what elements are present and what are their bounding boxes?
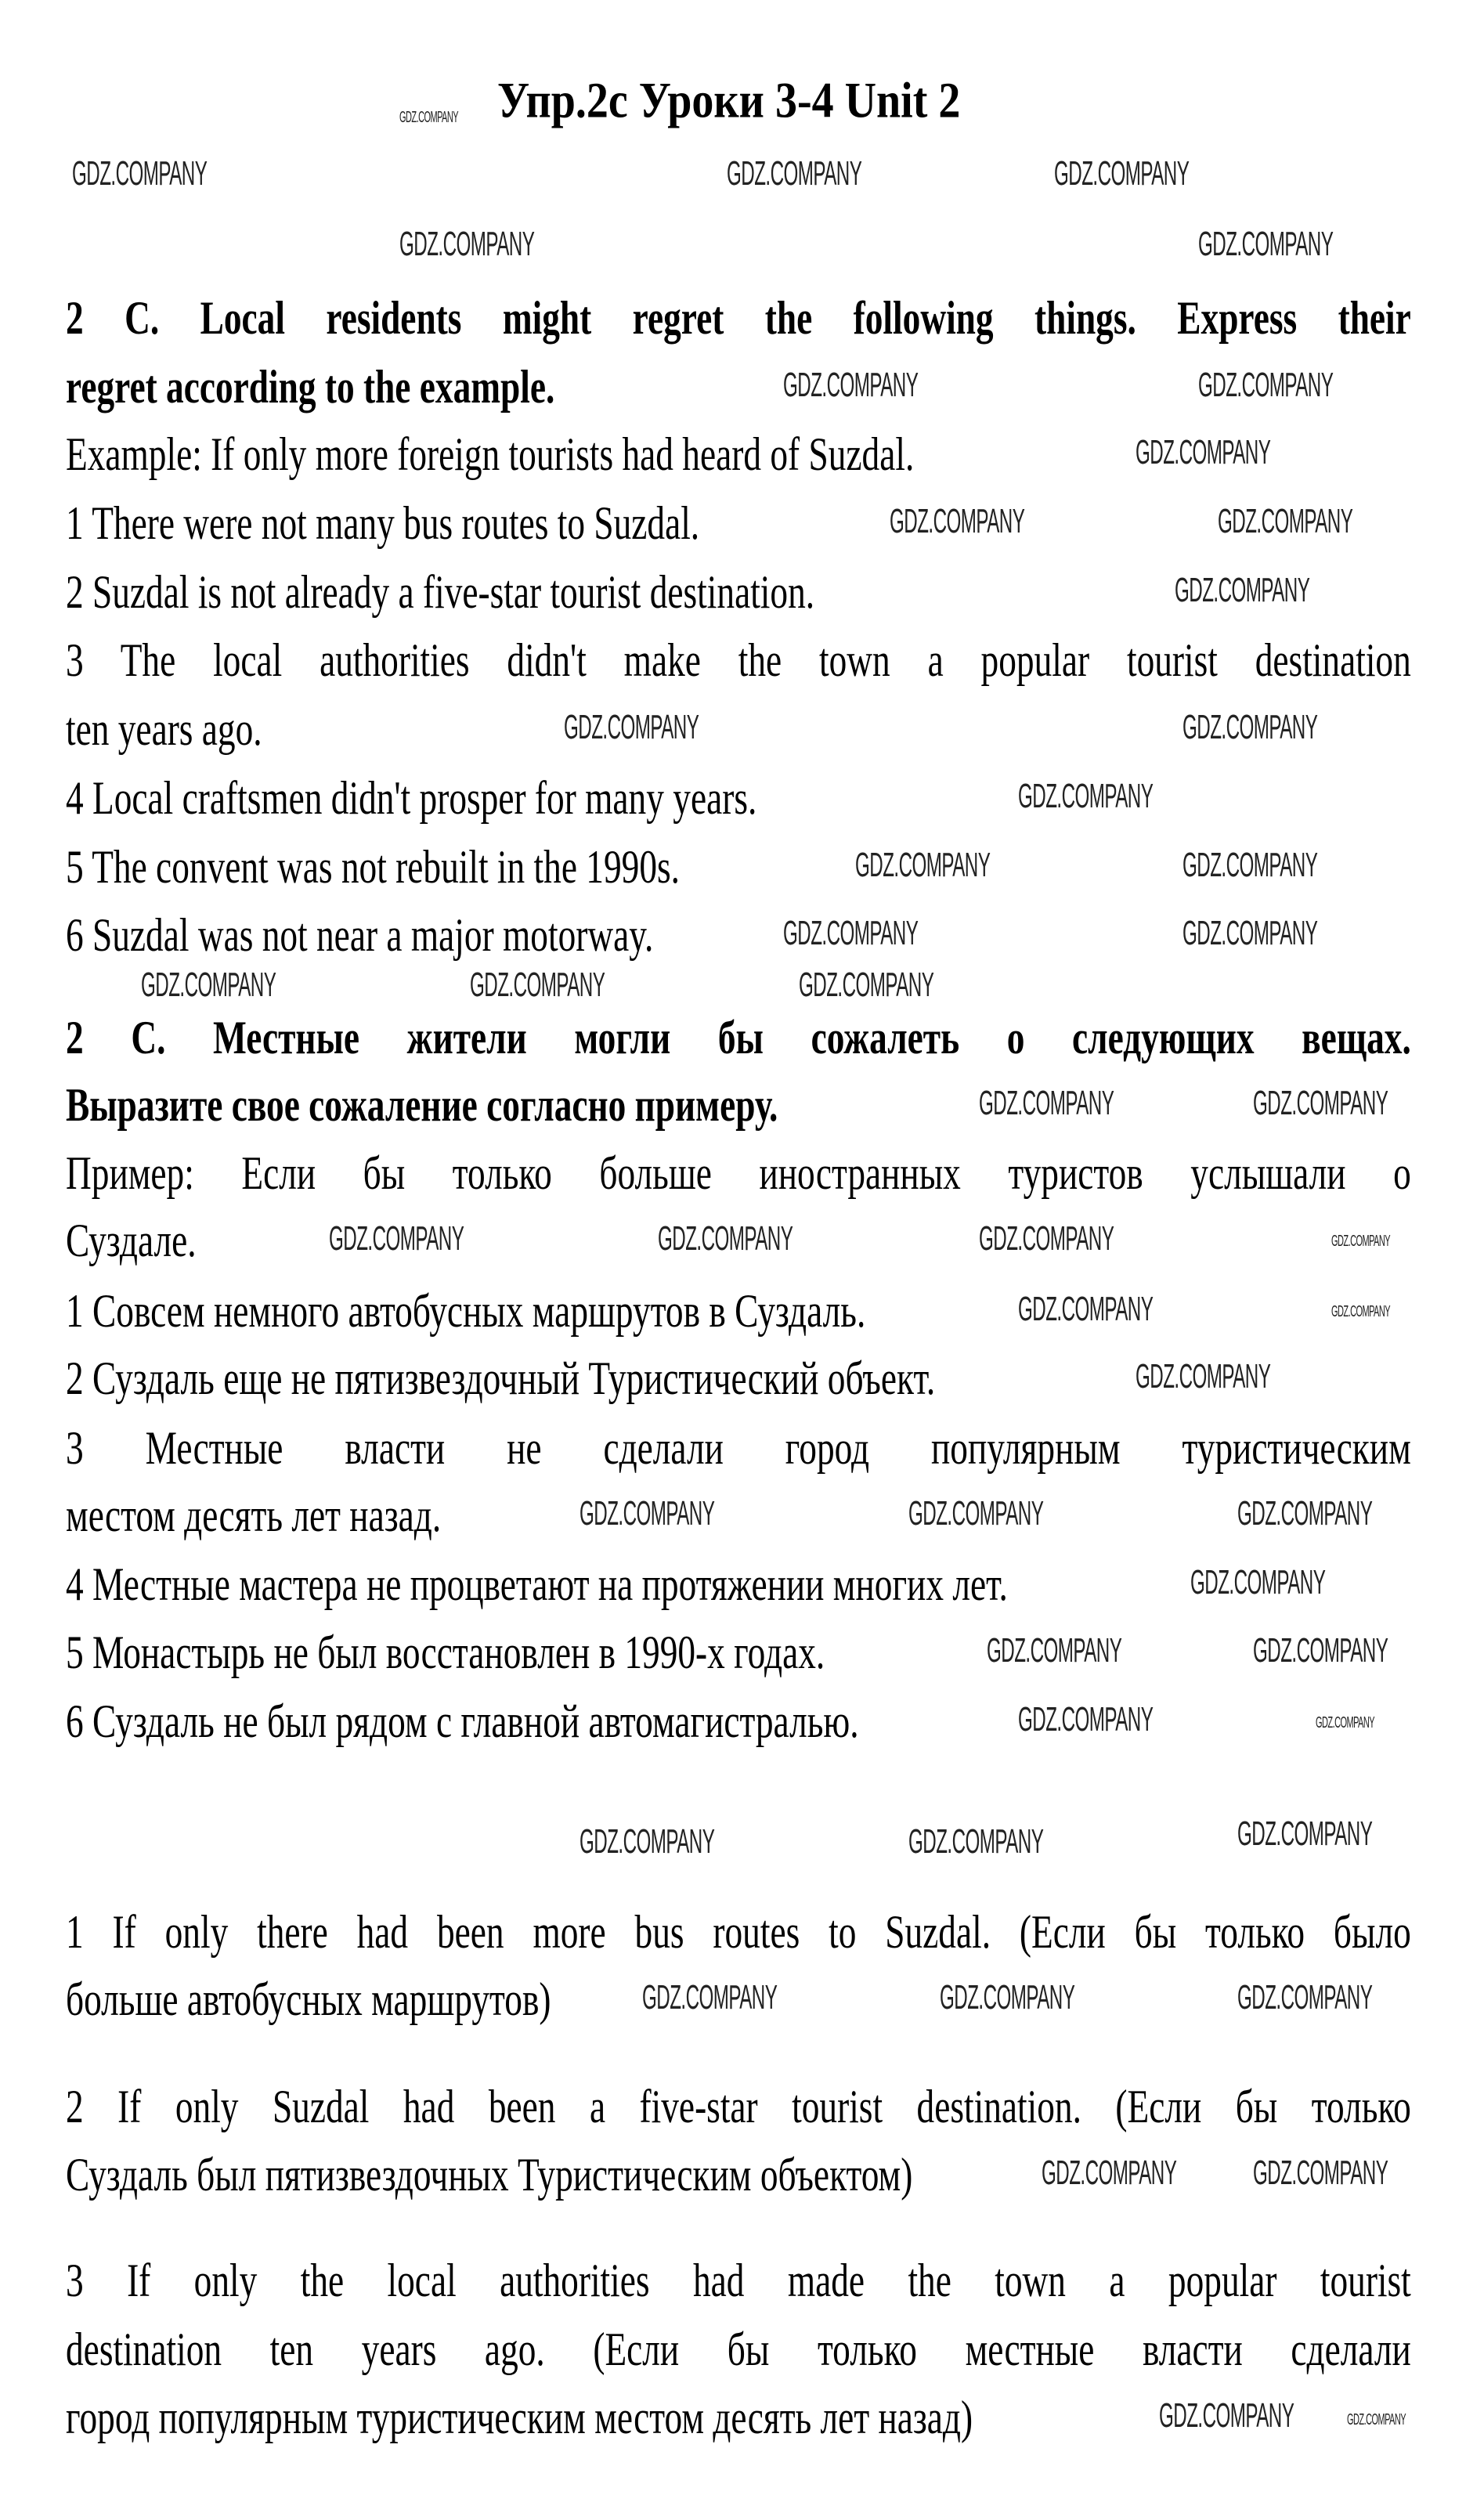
- item-en: 5 The convent was not rebuilt in the 1990s.: [66, 840, 681, 894]
- watermark: GDZ.COMPANY: [1018, 1290, 1154, 1328]
- page-title: Упр.2с Уроки 3-4 Unit 2: [497, 73, 961, 129]
- watermark: GDZ.COMPANY: [890, 502, 1025, 540]
- watermark: GDZ.COMPANY: [1316, 1714, 1375, 1731]
- watermark: GDZ.COMPANY: [658, 1219, 793, 1258]
- item-en: 6 Suzdal was not near a major motorway.: [66, 908, 654, 962]
- item-ru: 6 Суздаль не был рядом с главной автомагистралью.: [66, 1695, 859, 1748]
- watermark: GDZ.COMPANY: [1237, 1494, 1373, 1533]
- watermark: GDZ.COMPANY: [1218, 502, 1353, 540]
- watermark: GDZ.COMPANY: [580, 1494, 715, 1533]
- watermark: GDZ.COMPANY: [783, 366, 919, 404]
- item-ru: 3 Местные власти не сделали город популярным туристическим: [66, 1421, 1411, 1475]
- watermark: GDZ.COMPANY: [1018, 777, 1154, 815]
- watermark: GDZ.COMPANY: [1018, 1700, 1154, 1739]
- item-ru: 2 Суздаль еще не пятизвездочный Туристический объект.: [66, 1352, 936, 1405]
- item-en: 2 Suzdal is not already a five-star tourist destination.: [66, 565, 815, 619]
- item-ru: 1 Совсем немного автобусных маршрутов в Суздаль.: [66, 1284, 866, 1338]
- watermark: GDZ.COMPANY: [1331, 1303, 1391, 1320]
- item-ru: 4 Местные мастера не процветают на протяжении многих лет.: [66, 1558, 1008, 1611]
- watermark: GDZ.COMPANY: [1183, 846, 1318, 884]
- watermark: GDZ.COMPANY: [855, 846, 991, 884]
- watermark: GDZ.COMPANY: [1183, 914, 1318, 952]
- watermark: GDZ.COMPANY: [1183, 708, 1318, 746]
- watermark: GDZ.COMPANY: [642, 1978, 778, 2017]
- watermark: GDZ.COMPANY: [1331, 1233, 1391, 1250]
- item-en-cont: ten years ago.: [66, 702, 262, 756]
- watermark: GDZ.COMPANY: [72, 154, 208, 193]
- item-en: 4 Local craftsmen didn't prosper for many years.: [66, 771, 757, 825]
- answer: 2 If only Suzdal had been a five-star tourist destination. (Если бы только: [66, 2080, 1411, 2133]
- watermark: GDZ.COMPANY: [908, 1822, 1044, 1861]
- watermark: GDZ.COMPANY: [799, 966, 934, 1004]
- watermark: GDZ.COMPANY: [1198, 225, 1334, 263]
- watermark: GDZ.COMPANY: [1253, 2154, 1388, 2192]
- watermark: GDZ.COMPANY: [564, 708, 699, 746]
- answer-cont: destination ten years ago. (Если бы только местные власти сделали: [66, 2323, 1411, 2376]
- watermark: GDZ.COMPANY: [399, 109, 459, 126]
- exercise-heading-en-2: regret according to the example.: [66, 360, 555, 413]
- watermark: GDZ.COMPANY: [329, 1219, 464, 1258]
- watermark: GDZ.COMPANY: [979, 1219, 1114, 1258]
- watermark: GDZ.COMPANY: [580, 1822, 715, 1861]
- watermark: GDZ.COMPANY: [1042, 2154, 1177, 2192]
- item-en: 1 There were not many bus routes to Suzdal.: [66, 496, 700, 550]
- watermark: GDZ.COMPANY: [987, 1631, 1122, 1670]
- answer: 3 If only the local authorities had made the town a popular tourist: [66, 2254, 1411, 2307]
- answer: 1 If only there had been more bus routes to Suzdal. (Если бы только было: [66, 1905, 1411, 1959]
- example-en: Example: If only more foreign tourists had heard of Suzdal.: [66, 428, 915, 481]
- watermark: GDZ.COMPANY: [399, 225, 535, 263]
- example-ru-cont: Суздале.: [66, 1214, 197, 1267]
- watermark: GDZ.COMPANY: [1347, 2411, 1406, 2428]
- watermark: GDZ.COMPANY: [141, 966, 276, 1004]
- watermark: GDZ.COMPANY: [1175, 571, 1310, 609]
- answer-cont: Суздаль был пятизвездочных Туристическим объектом): [66, 2148, 913, 2201]
- exercise-heading-ru: 2 С. Местные жители могли бы сожалеть о следующих вещах.: [66, 1011, 1411, 1064]
- answer-cont: больше автобусных маршрутов): [66, 1973, 551, 2026]
- watermark: GDZ.COMPANY: [1159, 2396, 1294, 2435]
- watermark: GDZ.COMPANY: [1054, 154, 1190, 193]
- watermark: GDZ.COMPANY: [1253, 1084, 1388, 1122]
- item-ru-cont: местом десять лет назад.: [66, 1489, 442, 1542]
- example-ru: Пример: Если бы только больше иностранных туристов услышали о: [66, 1146, 1411, 1200]
- watermark: GDZ.COMPANY: [727, 154, 862, 193]
- watermark: GDZ.COMPANY: [908, 1494, 1044, 1533]
- watermark: GDZ.COMPANY: [783, 914, 919, 952]
- item-ru: 5 Монастырь не был восстановлен в 1990-х годах.: [66, 1626, 825, 1679]
- watermark: GDZ.COMPANY: [470, 966, 605, 1004]
- exercise-heading-en: 2 C. Local residents might regret the following things. Express their: [66, 291, 1411, 345]
- watermark: GDZ.COMPANY: [1136, 433, 1271, 471]
- watermark: GDZ.COMPANY: [940, 1978, 1075, 2017]
- watermark: GDZ.COMPANY: [979, 1084, 1114, 1122]
- answer-cont: город популярным туристическим местом десять лет назад): [66, 2391, 973, 2444]
- item-en: 3 The local authorities didn't make the town a popular tourist destination: [66, 634, 1411, 687]
- watermark: GDZ.COMPANY: [1237, 1978, 1373, 2017]
- watermark: GDZ.COMPANY: [1237, 1814, 1373, 1853]
- exercise-heading-ru-2: Выразите свое сожаление согласно примеру.: [66, 1078, 778, 1132]
- watermark: GDZ.COMPANY: [1190, 1563, 1326, 1601]
- watermark: GDZ.COMPANY: [1253, 1631, 1388, 1670]
- watermark: GDZ.COMPANY: [1136, 1357, 1271, 1396]
- watermark: GDZ.COMPANY: [1198, 366, 1334, 404]
